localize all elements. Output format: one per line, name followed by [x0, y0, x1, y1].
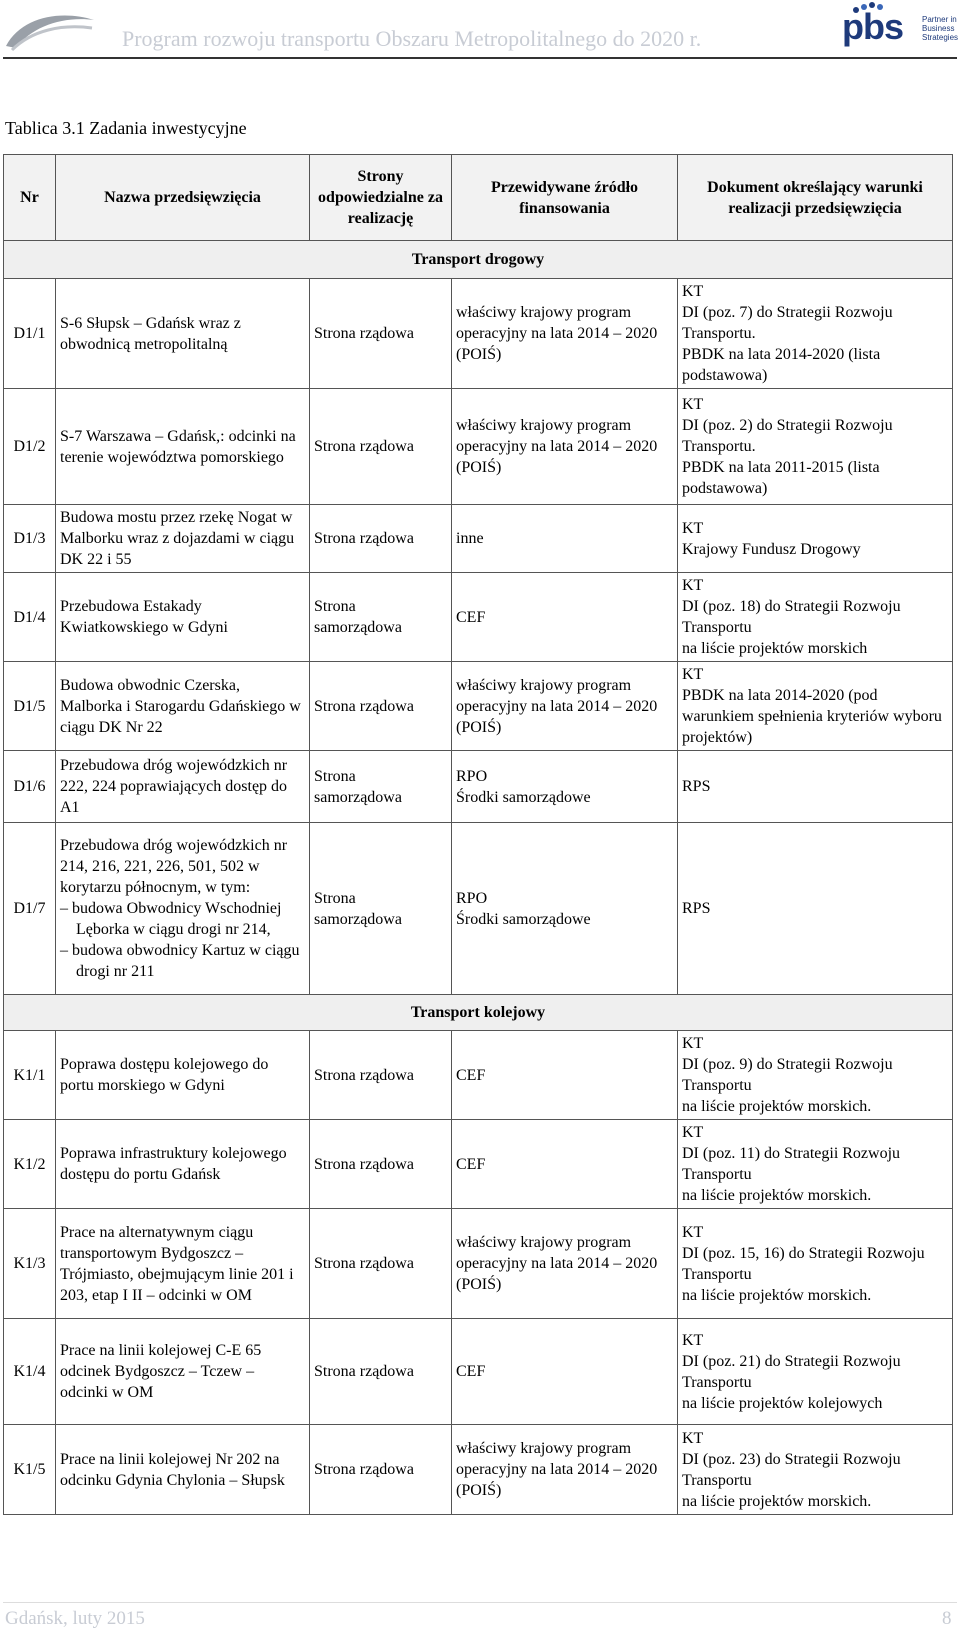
cell-name: Prace na linii kolejowej Nr 202 na odcinku Gdynia Chylonia – Słupsk: [56, 1425, 310, 1515]
footer-place-date: Gdańsk, luty 2015: [5, 1608, 145, 1629]
cell-name: Budowa obwodnic Czerska, Malborka i Starogardu Gdańskiego w ciągu DK Nr 22: [56, 662, 310, 751]
cell-party: Strona rządowa: [310, 1319, 452, 1425]
section-row-rail: [4, 995, 953, 1031]
cell-doc: RPS: [678, 751, 953, 823]
table-row: [4, 1209, 953, 1319]
cell-nr: D1/1: [4, 279, 56, 389]
pbs-logo: [842, 2, 958, 54]
cell-name: Budowa mostu przez rzekę Nogat w Malborku wraz z dojazdami w ciągu DK 22 i 55: [56, 505, 310, 573]
col-header-name: Nazwa przedsięwzięcia: [56, 155, 310, 241]
cell-source: właściwy krajowy program operacyjny na lata 2014 – 2020 (POIŚ): [452, 279, 678, 389]
cell-name: Prace na linii kolejowej C-E 65 odcinek Bydgoszcz – Tczew – odcinki w OM: [56, 1319, 310, 1425]
cell-name: Przebudowa dróg wojewódzkich nr 222, 224 poprawiających dostęp do A1: [56, 751, 310, 823]
cell-party: Strona rządowa: [310, 1209, 452, 1319]
col-header-doc: Dokument określający warunki realizacji przedsięwzięcia: [678, 155, 953, 241]
cell-doc: KT DI (poz. 2) do Strategii Rozwoju Transportu. PBDK na lata 2011-2015 (lista podstawowa): [678, 389, 953, 505]
cell-name: Przebudowa dróg wojewódzkich nr 214, 216, 221, 226, 501, 502 w korytarzu północnym, w tym: – budowa Obwodnicy Wschodniej Lęborka w ciągu drogi nr 214, – budowa obwodnicy Kartuz w ciągu drogi nr 211: [56, 823, 310, 995]
table-row: [4, 1031, 953, 1120]
cell-doc: KT DI (poz. 23) do Strategii Rozwoju Transportu na liście projektów morskich.: [678, 1425, 953, 1515]
page-header: [0, 0, 960, 62]
table-caption: Tablica 3.1 Zadania inwestycyjne: [5, 118, 247, 138]
cell-party: Strona samorządowa: [310, 573, 452, 662]
cell-doc: KT Krajowy Fundusz Drogowy: [678, 505, 953, 573]
cell-party: Strona rządowa: [310, 1425, 452, 1515]
section-row-road: [4, 241, 953, 279]
cell-party: Strona rządowa: [310, 279, 452, 389]
table-row: [4, 505, 953, 573]
cell-doc: KT DI (poz. 15, 16) do Strategii Rozwoju Transportu na liście projektów morskich.: [678, 1209, 953, 1319]
table-header-row: [4, 155, 953, 241]
cell-source: CEF: [452, 1120, 678, 1209]
cell-name: Prace na alternatywnym ciągu transportowym Bydgoszcz – Trójmiasto, obejmującym linie 201 i 203, etap I II – odcinki w OM: [56, 1209, 310, 1319]
col-header-nr: Nr: [4, 155, 56, 241]
section-title: Transport drogowy: [4, 241, 953, 279]
cell-source: RPO Środki samorządowe: [452, 823, 678, 995]
cell-source: CEF: [452, 573, 678, 662]
cell-name: Przebudowa Estakady Kwiatkowskiego w Gdyni: [56, 573, 310, 662]
cell-party: Strona rządowa: [310, 505, 452, 573]
cell-party: Strona samorządowa: [310, 823, 452, 995]
cell-nr: D1/4: [4, 573, 56, 662]
cell-party: Strona rządowa: [310, 389, 452, 505]
table-row: [4, 389, 953, 505]
cell-source: właściwy krajowy program operacyjny na lata 2014 – 2020 (POIŚ): [452, 662, 678, 751]
cell-party: Strona samorządowa: [310, 751, 452, 823]
cell-nr: D1/2: [4, 389, 56, 505]
table-row: [4, 662, 953, 751]
cell-doc: KT DI (poz. 7) do Strategii Rozwoju Transportu. PBDK na lata 2014-2020 (lista podstawowa): [678, 279, 953, 389]
cell-nr: D1/7: [4, 823, 56, 995]
table-row: [4, 823, 953, 995]
table-row: [4, 751, 953, 823]
header-title: Program rozwoju transportu Obszaru Metropolitalnego do 2020 r.: [122, 26, 702, 51]
header-divider: [3, 57, 957, 59]
cell-party: Strona rządowa: [310, 1120, 452, 1209]
cell-doc: KT PBDK na lata 2014-2020 (pod warunkiem spełnienia kryteriów wyboru projektów): [678, 662, 953, 751]
cell-name: S-6 Słupsk – Gdańsk wraz z obwodnicą metropolitalną: [56, 279, 310, 389]
logo-tagline: Partner in Business Strategies: [922, 15, 959, 42]
table-row: [4, 1120, 953, 1209]
cell-source: CEF: [452, 1031, 678, 1120]
cell-party: Strona rządowa: [310, 662, 452, 751]
cell-nr: D1/5: [4, 662, 56, 751]
cell-nr: K1/3: [4, 1209, 56, 1319]
cell-source: właściwy krajowy program operacyjny na lata 2014 – 2020 (POIŚ): [452, 389, 678, 505]
cell-source: właściwy krajowy program operacyjny na lata 2014 – 2020 (POIŚ): [452, 1425, 678, 1515]
cell-doc: RPS: [678, 823, 953, 995]
cell-doc: KT DI (poz. 9) do Strategii Rozwoju Transportu na liście projektów morskich.: [678, 1031, 953, 1120]
page-number: 8: [942, 1608, 952, 1629]
cell-source: RPO Środki samorządowe: [452, 751, 678, 823]
col-header-party: Strony odpowiedzialne za realizację: [310, 155, 452, 241]
cell-name: Poprawa infrastruktury kolejowego dostępu do portu Gdańsk: [56, 1120, 310, 1209]
cell-source: właściwy krajowy program operacyjny na lata 2014 – 2020 (POIŚ): [452, 1209, 678, 1319]
investment-table: [3, 154, 953, 1515]
cell-doc: KT DI (poz. 11) do Strategii Rozwoju Transportu na liście projektów morskich.: [678, 1120, 953, 1209]
cell-nr: K1/5: [4, 1425, 56, 1515]
cell-doc: KT DI (poz. 18) do Strategii Rozwoju Transportu na liście projektów morskich: [678, 573, 953, 662]
cell-nr: K1/1: [4, 1031, 56, 1120]
cell-nr: D1/6: [4, 751, 56, 823]
cell-nr: K1/4: [4, 1319, 56, 1425]
cell-doc: KT DI (poz. 21) do Strategii Rozwoju Transportu na liście projektów kolejowych: [678, 1319, 953, 1425]
table-row: [4, 573, 953, 662]
table-row: [4, 1319, 953, 1425]
table-row: [4, 279, 953, 389]
section-title: Transport kolejowy: [4, 995, 953, 1031]
cell-nr: K1/2: [4, 1120, 56, 1209]
col-header-source: Przewidywane źródło finansowania: [452, 155, 678, 241]
logo-word: pbs: [842, 6, 904, 47]
cell-source: inne: [452, 505, 678, 573]
table-row: [4, 1425, 953, 1515]
cell-source: CEF: [452, 1319, 678, 1425]
footer-divider: [3, 1602, 957, 1603]
cell-nr: D1/3: [4, 505, 56, 573]
cell-name: S-7 Warszawa – Gdańsk,: odcinki na terenie województwa pomorskiego: [56, 389, 310, 505]
cell-party: Strona rządowa: [310, 1031, 452, 1120]
cell-name: Poprawa dostępu kolejowego do portu morskiego w Gdyni: [56, 1031, 310, 1120]
swoosh-logo-icon: [2, 6, 98, 54]
